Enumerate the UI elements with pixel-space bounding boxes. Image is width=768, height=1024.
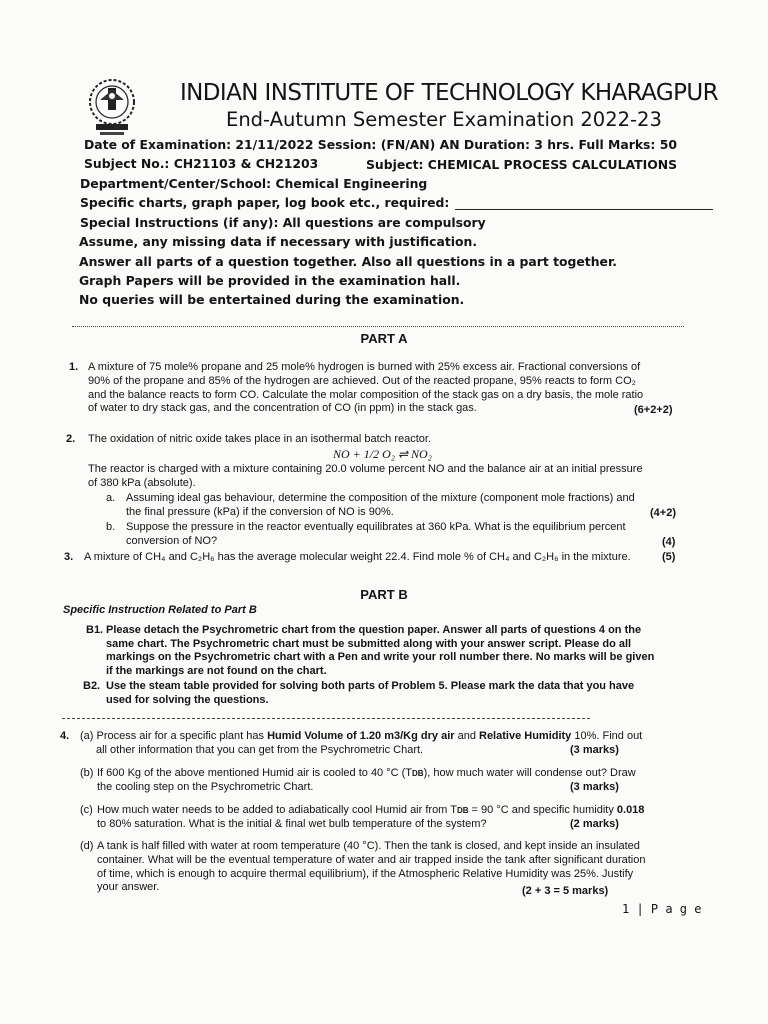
- q2b-label: b.: [106, 521, 116, 533]
- q4b-marks: (3 marks): [570, 781, 619, 793]
- q4c-subscript: DB: [456, 806, 469, 815]
- divider: [62, 718, 590, 719]
- q4a-humid-volume: Humid Volume of 1.20 m3/Kg dry air: [267, 730, 455, 742]
- q2-line: of 380 kPa (absolute).: [88, 476, 196, 489]
- q4d-line: of time, which is enough to acquire thermal equilibrium), if the Atmospheric Relative Humidity was 25%. Justify: [97, 867, 634, 880]
- q4b-line2: the cooling step on the Psychrometric Chart.: [97, 781, 314, 793]
- iit-kharagpur-logo: [86, 76, 138, 136]
- special-instructions: Special Instructions (if any): All questions are compulsory: [80, 215, 486, 230]
- q1-line: and the balance reacts to form CO. Calculate the molar composition of the stack gas on a dry basis, the mole ratio: [88, 388, 644, 401]
- q4a-relative-humidity: Relative Humidity: [479, 730, 572, 742]
- subject-number: Subject No.: CH21103 & CH21203: [84, 156, 319, 171]
- q4c-marks: (2 marks): [570, 818, 619, 830]
- b2-line: used for solving the questions.: [106, 693, 269, 706]
- divider: [72, 326, 684, 327]
- q1-number: 1.: [69, 361, 79, 373]
- q2a-marks: (4+2): [650, 507, 676, 519]
- exam-details: Date of Examination: 21/11/2022 Session: (FN/AN) AN Duration: 3 hrs. Full Marks: 50: [84, 137, 677, 152]
- b1-label: B1.: [86, 624, 104, 636]
- b1-line: same chart. The Psychrometric chart must be submitted along with your answer script. Please do all: [106, 637, 632, 650]
- b1-line: if the markings are not found on the chart.: [106, 664, 327, 677]
- subject-name: Subject: CHEMICAL PROCESS CALCULATIONS: [366, 157, 678, 172]
- q3-text: A mixture of CH₄ and C₂H₆ has the average molecular weight 22.4. Find mole % of CH₄ and C₂H₆ in the mixture.: [84, 551, 631, 563]
- b1-line: markings on the Psychrometric chart with a Pen and write your roll number there. No marks will be given: [106, 651, 655, 664]
- b2-text: [106, 680, 696, 707]
- exam-title: End-Autumn Semester Examination 2022-23: [226, 108, 662, 131]
- b2-line: Use the steam table provided for solving both parts of Problem 5. Please mark the data that you have: [106, 680, 635, 692]
- q4c-text: [97, 804, 644, 818]
- q4a-text-part: 10%. Find out: [571, 730, 643, 742]
- part-b-title: PART B: [360, 587, 408, 602]
- q4b-text-part: ), how much water will condense out? Draw: [423, 767, 636, 779]
- q4a-marks: (3 marks): [570, 744, 619, 756]
- q2b-line: conversion of NO?: [126, 534, 218, 547]
- q3-number: 3.: [64, 551, 74, 563]
- q2-equation: NO + 1/2 O₂ ⇌ NO₂: [333, 447, 432, 461]
- page-number: 1 | P a g e: [622, 902, 702, 916]
- q4-number: 4.: [60, 730, 70, 742]
- department: Department/Center/School: Chemical Engineering: [80, 176, 428, 191]
- q4c-line2: to 80% saturation. What is the initial & final wet bulb temperature of the system?: [97, 818, 487, 830]
- q2b-line: Suppose the pressure in the reactor eventually equilibrates at 360 kPa. What is the equilibrium percent: [126, 521, 626, 533]
- q2a-line: the final pressure (kPa) if the conversion of NO is 90%.: [126, 505, 394, 518]
- b2-label: B2.: [83, 680, 101, 692]
- q4b-label: (b): [80, 767, 94, 779]
- q4d-label: (d): [80, 840, 94, 852]
- q2a-line: Assuming ideal gas behaviour, determine the composition of the mixture (component mole fractions) and: [126, 492, 635, 504]
- q4a-line2: all other information that you can get from the Psychrometric Chart.: [96, 744, 424, 756]
- q2-text: [88, 463, 688, 491]
- q1-line: A mixture of 75 mole% propane and 25 mole% hydrogen is burned with 25% excess air. Fractional conversions of: [88, 361, 641, 373]
- q1-line: of water to dry stack gas, and the concentration of CO (in ppm) in the stack gas.: [88, 402, 477, 415]
- b1-line: Please detach the Psychrometric chart from the question paper. Answer all parts of questions 4 on the: [106, 624, 642, 636]
- instruction-graph: Graph Papers will be provided in the examination hall.: [79, 273, 461, 288]
- instruction-queries: No queries will be entertained during the examination.: [79, 292, 465, 307]
- instruction-assume: Assume, any missing data if necessary with justification.: [79, 234, 478, 249]
- q4a-text: [80, 730, 642, 744]
- q2a-text: [126, 492, 686, 520]
- required-items: [80, 195, 713, 210]
- q4a-text-part: and: [454, 730, 479, 742]
- q4b-text-part: If 600 Kg of the above mentioned Humid air is cooled to 40 °C (T: [97, 767, 413, 779]
- q4b-text: [97, 767, 636, 781]
- q1-marks: (6+2+2): [634, 404, 673, 416]
- q2-line: The reactor is charged with a mixture containing 20.0 volume percent NO and the balance air at an initial pressure: [88, 463, 643, 475]
- q4d-line: A tank is half filled with water at room temperature (40 °C). Then the tank is closed, and kept inside an insulated: [97, 840, 640, 852]
- institute-name: INDIAN INSTITUTE OF TECHNOLOGY KHARAGPUR: [180, 80, 718, 106]
- q2b-text: [126, 521, 686, 549]
- q2-number: 2.: [66, 433, 76, 445]
- q2a-label: a.: [106, 492, 116, 504]
- q4c-specific-humidity: 0.018: [616, 804, 645, 816]
- blank-line: [455, 197, 713, 210]
- required-items-label: Specific charts, graph paper, log book etc., required:: [80, 195, 450, 210]
- q4c-label: (c): [80, 804, 93, 816]
- q1-text: [88, 361, 688, 416]
- q1-line: 90% of the propane and 85% of the hydrogen are achieved. Out of the reacted propane, 95% reacts to form CO₂: [88, 374, 636, 387]
- q4a-text-part: (a) Process air for a specific plant has: [80, 730, 268, 742]
- q2-intro: The oxidation of nitric oxide takes place in an isothermal batch reactor.: [88, 433, 432, 445]
- q3-marks: (5): [662, 551, 676, 563]
- q4d-line: your answer.: [97, 881, 160, 894]
- q4c-text-part: = 90 °C and specific humidity: [468, 804, 617, 816]
- q2b-marks: (4): [662, 536, 676, 548]
- instruction-answer: Answer all parts of a question together. Also all questions in a part together.: [79, 254, 617, 269]
- q4c-text-part: How much water needs to be added to adiabatically cool Humid air from T: [97, 804, 457, 816]
- q4d-line: container. What will be the eventual temperature of water and air trapped inside the tank after significant duration: [97, 853, 646, 866]
- part-b-instruction-heading: Specific Instruction Related to Part B: [63, 604, 257, 616]
- part-a-title: PART A: [360, 331, 408, 346]
- q4d-marks: (2 + 3 = 5 marks): [522, 885, 609, 897]
- q4b-subscript: DB: [412, 769, 424, 778]
- b1-text: [106, 624, 696, 678]
